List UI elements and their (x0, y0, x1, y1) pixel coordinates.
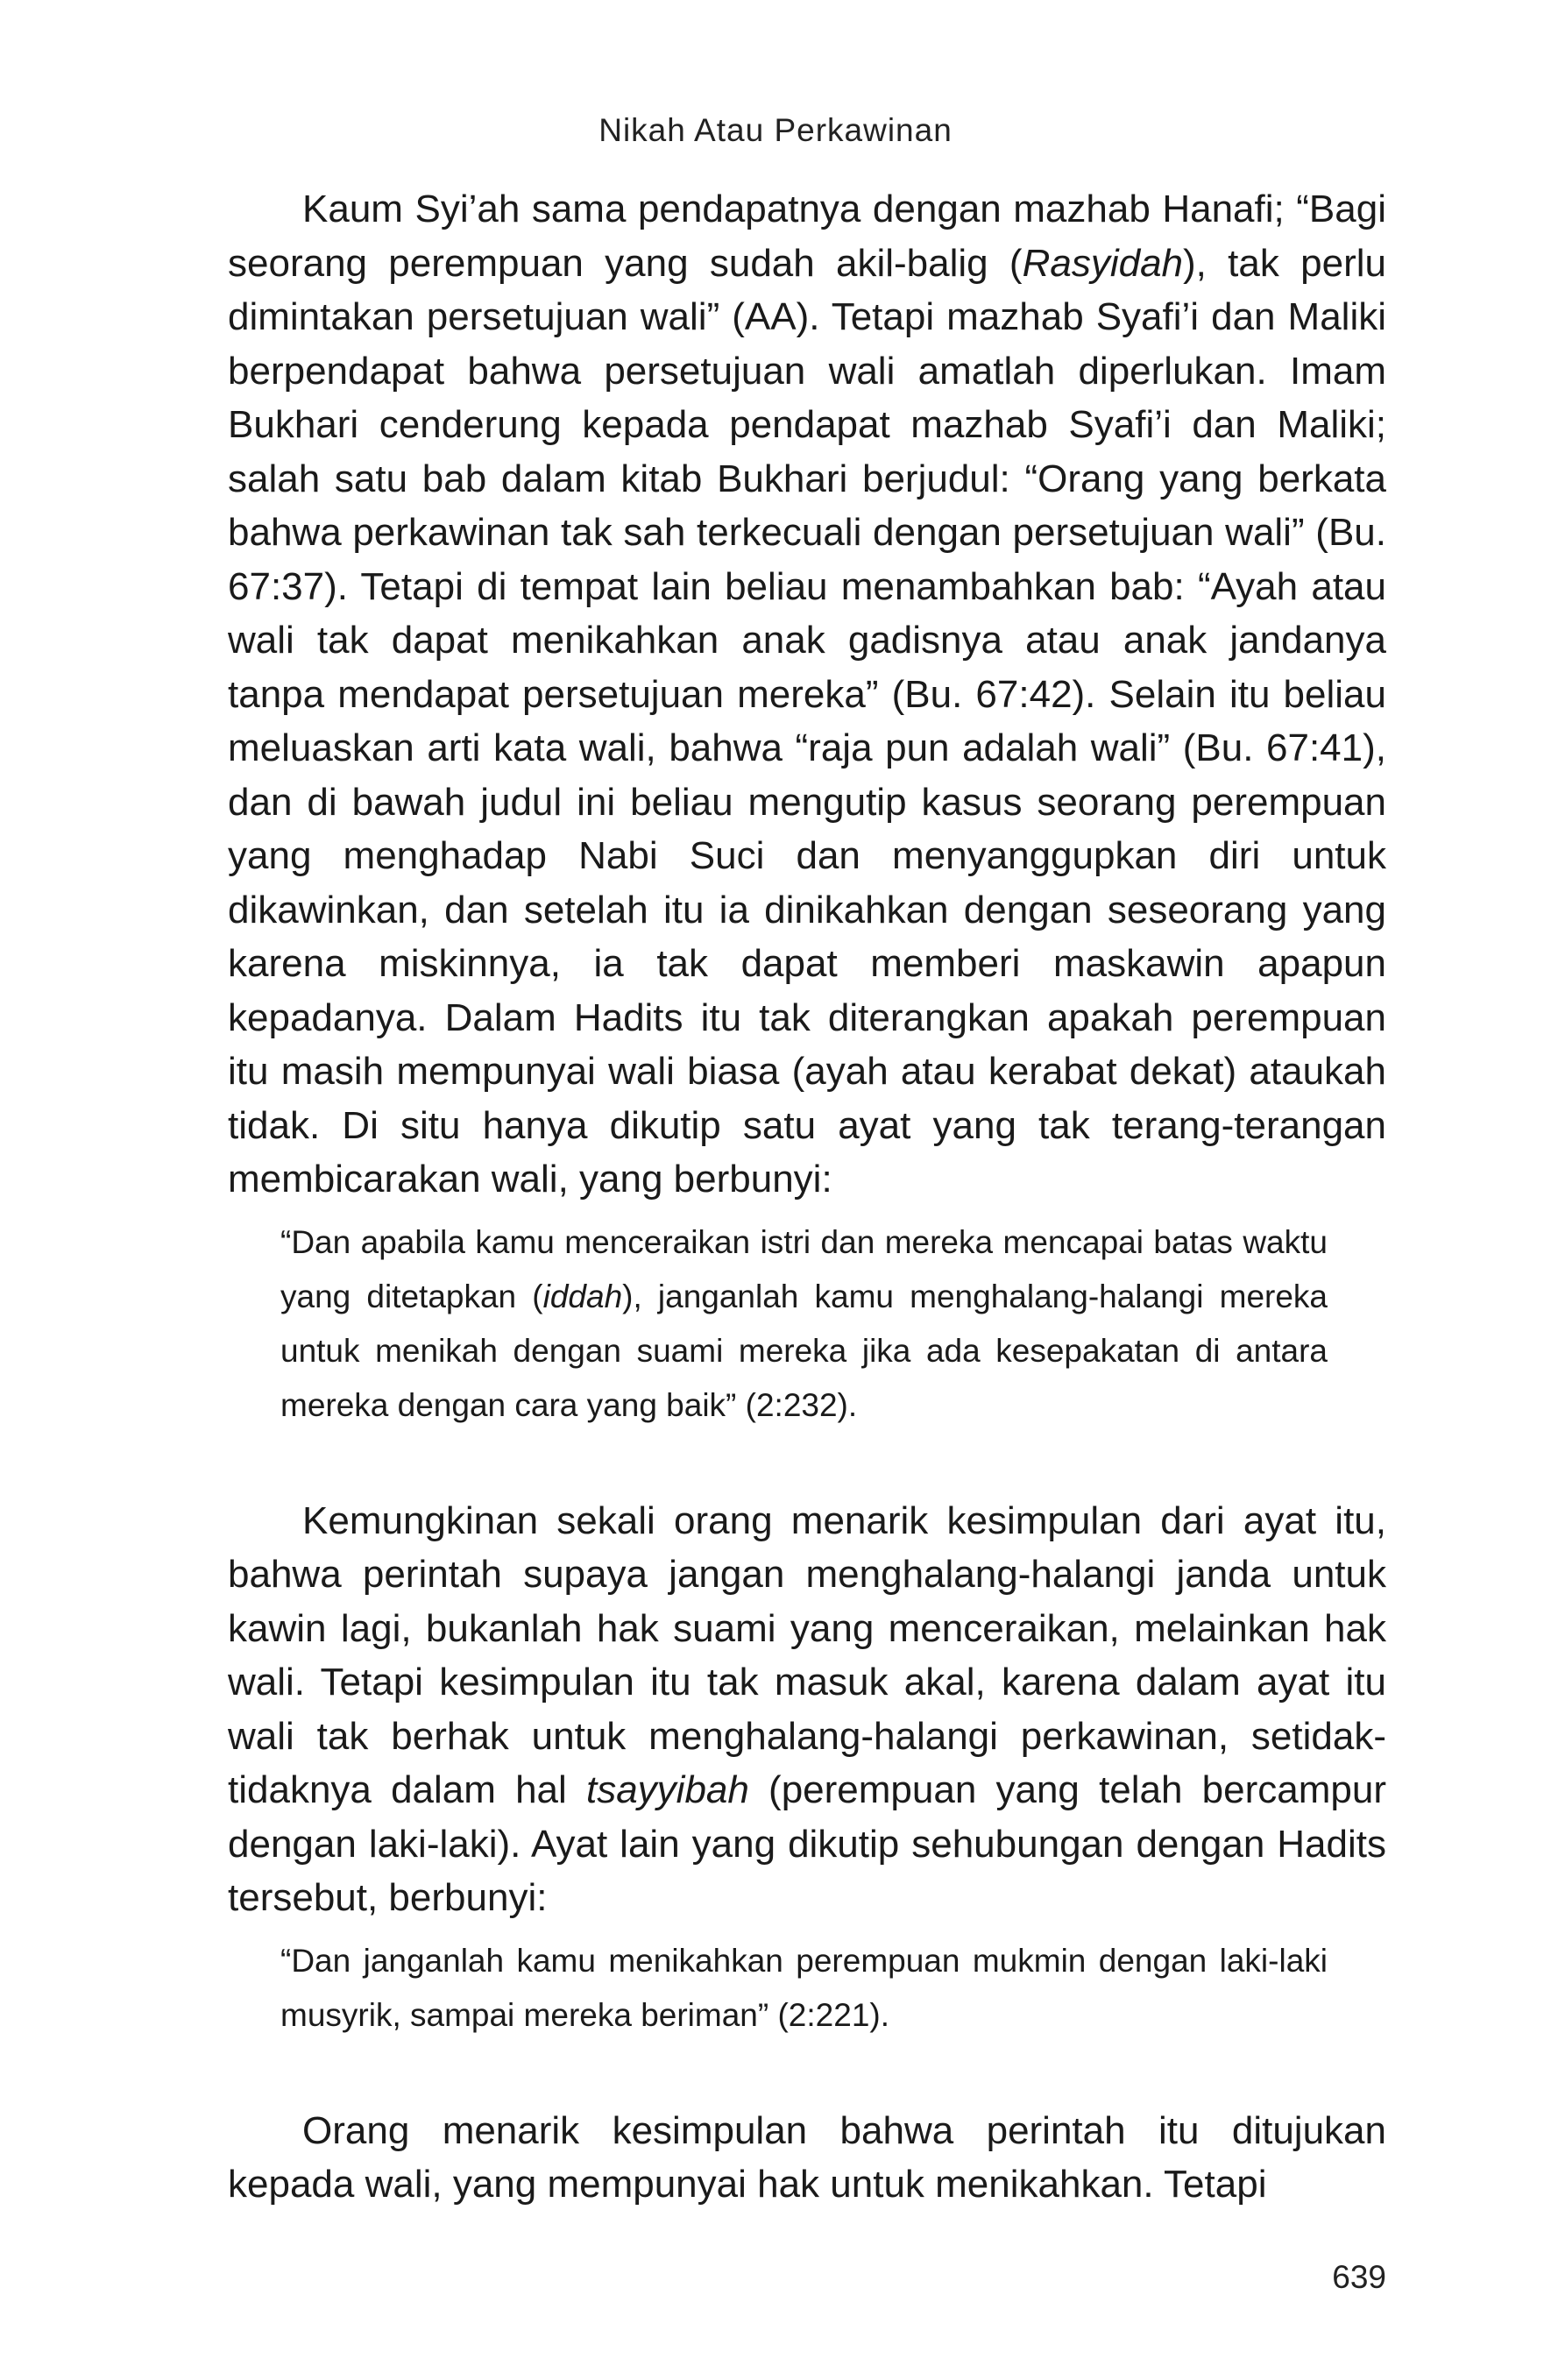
paragraph-2-text-b: (perempuan yang telah bercampur dengan laki-laki). Ayat lain yang dikutip sehubungan dengan Hadits tersebut, berbunyi: (228, 1768, 1386, 1919)
paragraph-1-text-a: Kaum Syi’ah sama pendapatnya dengan mazhab Hanafi; “Bagi seorang perempuan yang sudah akil-balig ( (228, 188, 1386, 285)
paragraph-2 (228, 1494, 1386, 1925)
page-number: 639 (1332, 2259, 1386, 2295)
quote-2: “Dan janganlah kamu menikahkan perempuan mukmin dengan laki-laki musyrik, sampai mereka beriman” (2:221). (280, 1942, 1328, 2033)
paragraph-2-text-a: Kemungkinan sekali orang menarik kesimpulan dari ayat itu, bahwa perintah supaya jangan menghalang-halangi janda untuk kawin lagi, bukanlah hak suami yang menceraikan, melainkan hak wali. Tetapi kesimpulan itu tak masuk akal, karena dalam ayat itu wali tak berhak untuk menghalang-halangi perkawinan, setidak-tidaknya dalam hal (228, 1498, 1386, 1811)
running-header: Nikah Atau Perkawinan (598, 112, 953, 148)
spacer (228, 2043, 1386, 2104)
spacer (228, 1207, 1386, 1215)
quote-1 (280, 1215, 1328, 1433)
quote-1-text-b: ), janganlah kamu menghalang-halangi mereka untuk menikah dengan suami mereka jika ada kesepakatan di antara mereka dengan cara yang baik” (2:232). (280, 1278, 1328, 1423)
spacer (228, 1925, 1386, 1934)
quote-1-italic-term: iddah (542, 1278, 623, 1314)
paragraph-1-italic-term: Rasyidah (1022, 241, 1184, 285)
spacer (228, 1433, 1386, 1494)
paragraph-1-text-b: ), tak perlu dimintakan persetujuan wali” (AA). Tetapi mazhab Syafi’i dan Maliki berpendapat bahwa persetujuan wali amatlah diperlukan. Imam Bukhari cenderung kepada pendapat mazhab Syafi’i dan Maliki; salah satu bab dalam kitab Bukhari berjudul: “Orang yang berkata bahwa perkawinan tak sah terkecuali dengan persetujuan wali” (Bu. 67:37). Tetapi di tempat lain beliau menambahkan bab: “Ayah atau wali tak dapat menikahkan anak gadisnya atau anak jandanya tanpa mendapat persetujuan mereka” (Bu. 67:42). Selain itu beliau meluaskan arti kata wali, bahwa “raja pun adalah wali” (Bu. 67:41), dan di bawah judul ini beliau mengutip kasus seorang perempuan yang menghadap Nabi Suci dan menyanggupkan diri untuk dikawinkan, dan setelah itu ia dinikahkan dengan seseorang yang karena miskinnya, ia tak dapat memberi maskawin apapun kepadanya. Dalam Hadits itu tak diterangkan apakah perempuan itu masih mempunyai wali biasa (ayah atau kerabat dekat) ataukah tidak. Di situ hanya dikutip satu ayat yang tak terang-terangan membicarakan wali, yang berbunyi: (228, 241, 1386, 1201)
paragraph-1 (228, 182, 1386, 1207)
paragraph-3: Orang menarik kesimpulan bahwa perintah itu ditujukan kepada wali, yang mempunyai hak untuk menikahkan. Tetapi (228, 2108, 1386, 2206)
quote-1-text-a: “Dan apabila kamu menceraikan istri dan mereka mencapai batas waktu yang ditetapkan ( (280, 1223, 1328, 1314)
page-body (228, 182, 1386, 2212)
paragraph-2-italic-term: tsayyibah (585, 1768, 749, 1811)
